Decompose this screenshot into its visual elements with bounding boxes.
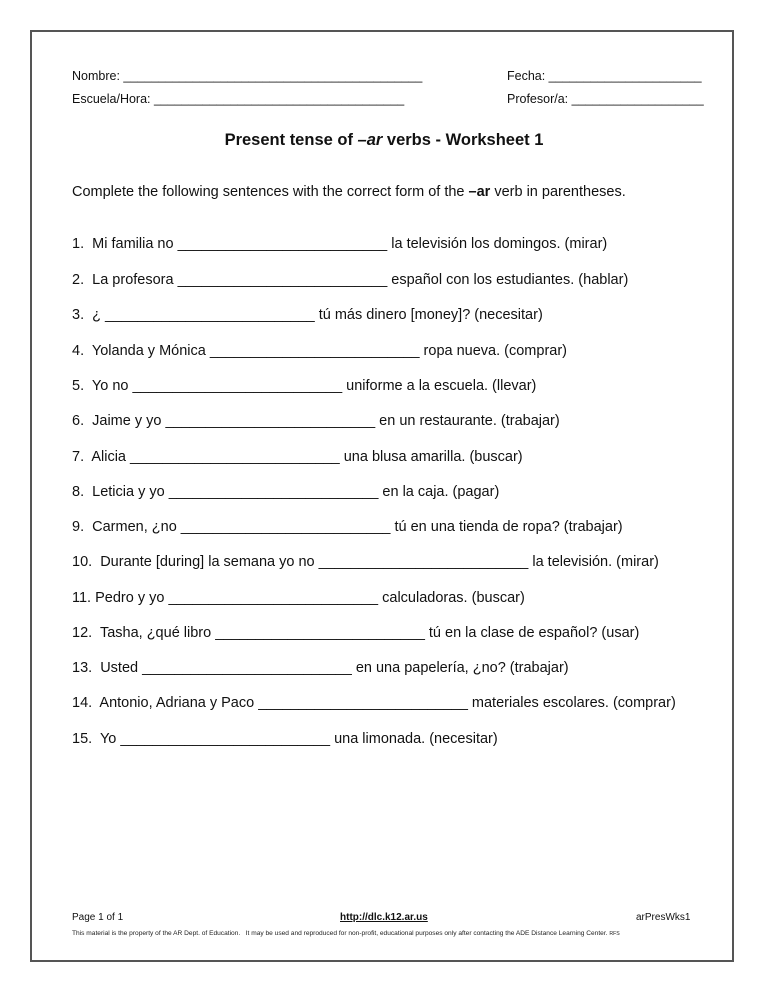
title-verb: –ar: [357, 131, 383, 149]
exercise-item: 2. La profesora __________________________ español con los estudiantes. (hablar): [72, 272, 629, 288]
instructions-text-before: Complete the following sentences with the correct form of the: [72, 184, 469, 200]
title-text-before: Present tense of: [224, 131, 358, 149]
exercise-item: 10. Durante [during] la semana yo no __________________________ la televisión. (mirar): [72, 554, 659, 570]
exercise-item: 6. Jaime y yo __________________________ en un restaurante. (trabajar): [72, 413, 560, 429]
page-number: Page 1 of 1: [72, 912, 124, 923]
escuela-hora-field: Escuela/Hora: ____________________________________: [72, 92, 405, 106]
exercise-item: 7. Alicia __________________________ una blusa amarilla. (buscar): [72, 449, 523, 465]
disclaimer-text: This material is the property of the AR Dept. of Education. It may be used and reproduced for non-profit, educational purposes only after contacting the ADE Distance Learning Center.: [72, 930, 608, 937]
instructions-verb: –ar: [468, 184, 491, 200]
exercise-item: 9. Carmen, ¿no __________________________ tú en una tienda de ropa? (trabajar): [72, 519, 623, 535]
document-code: arPresWks1: [636, 912, 691, 923]
exercise-item: 3. ¿ __________________________ tú más dinero [money]? (necesitar): [72, 307, 543, 323]
exercise-item: 14. Antonio, Adriana y Paco __________________________ materiales escolares. (comprar): [72, 695, 676, 711]
instructions-text-after: verb in parentheses.: [490, 184, 626, 200]
worksheet-title: [0, 131, 768, 150]
fecha-field: Fecha: ______________________: [507, 69, 702, 83]
exercise-item: 1. Mi familia no __________________________ la televisión los domingos. (mirar): [72, 236, 608, 252]
exercise-item: 5. Yo no __________________________ uniforme a la escuela. (llevar): [72, 378, 537, 394]
exercise-item: 11. Pedro y yo __________________________ calculadoras. (buscar): [72, 590, 525, 606]
author-initials: RFS: [609, 931, 620, 937]
footer-link[interactable]: http://dlc.k12.ar.us: [340, 912, 428, 923]
instructions: [72, 184, 626, 200]
title-text-after: verbs - Worksheet 1: [382, 131, 544, 149]
exercise-item: 4. Yolanda y Mónica __________________________ ropa nueva. (comprar): [72, 343, 567, 359]
exercise-item: 8. Leticia y yo __________________________ en la caja. (pagar): [72, 484, 500, 500]
nombre-field: Nombre: ___________________________________________: [72, 69, 423, 83]
exercise-item: 13. Usted __________________________ en una papelería, ¿no? (trabajar): [72, 660, 569, 676]
exercise-item: 15. Yo __________________________ una limonada. (necesitar): [72, 731, 498, 747]
disclaimer: [72, 930, 620, 937]
exercise-item: 12. Tasha, ¿qué libro __________________________ tú en la clase de español? (usar): [72, 625, 640, 641]
profesor-field: Profesor/a: ___________________: [507, 92, 704, 106]
